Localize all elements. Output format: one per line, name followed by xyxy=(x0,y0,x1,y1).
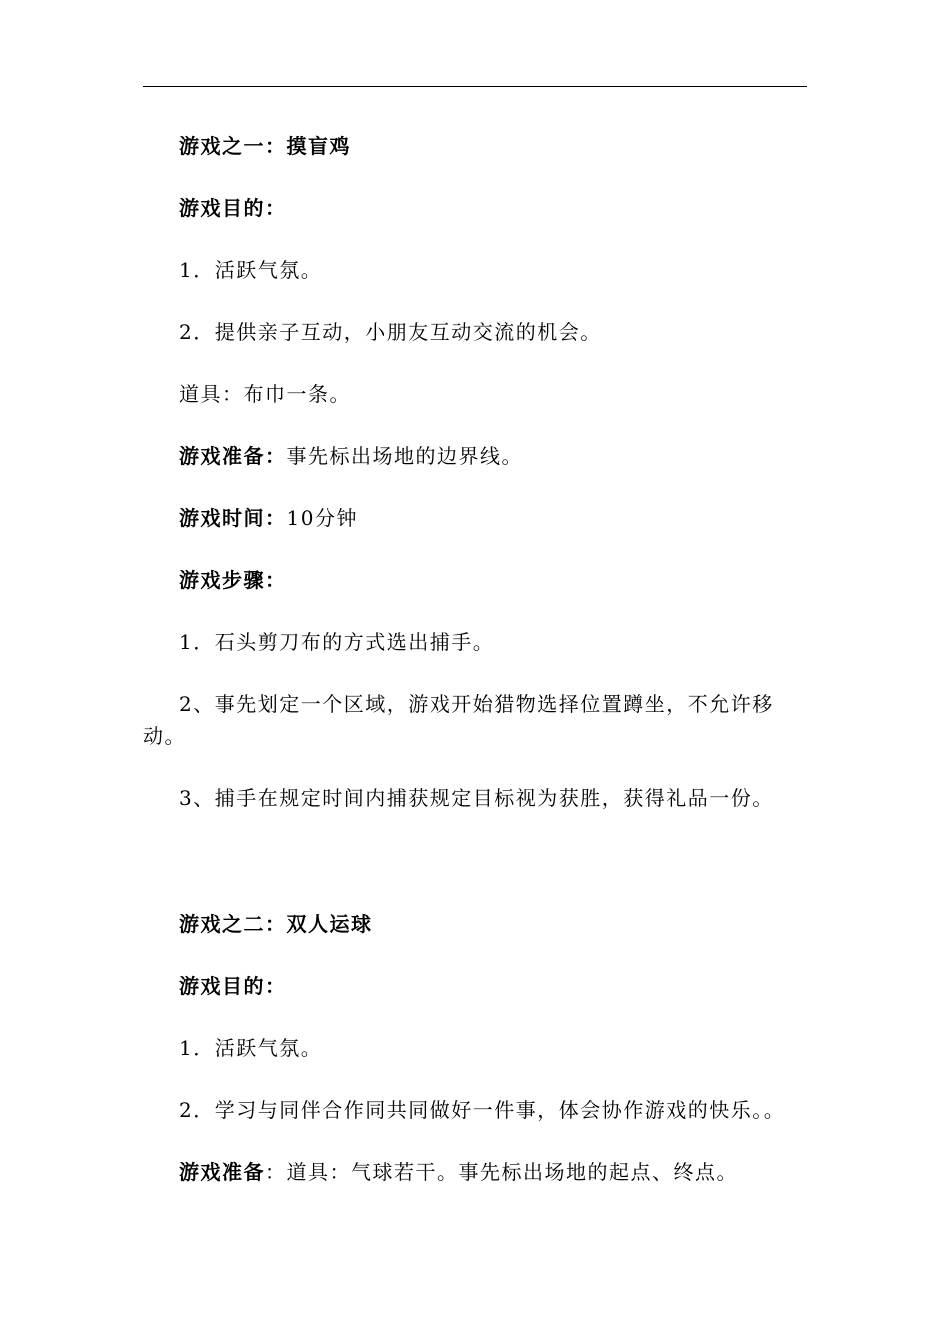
document-body xyxy=(143,130,807,1218)
game2-prep xyxy=(143,1156,807,1188)
game1-props: 道具：布巾一条。 xyxy=(179,382,351,406)
game1-step: 3、捕手在规定时间内捕获规定目标视为获胜，获得礼品一份。 xyxy=(179,786,774,810)
game1-title: 游戏之一：摸盲鸡 xyxy=(179,134,351,158)
game1-time-label: 游戏时间： xyxy=(179,506,287,530)
game1-step: 1．石头剪刀布的方式选出捕手。 xyxy=(179,630,495,654)
game1-steps-label: 游戏步骤： xyxy=(179,568,287,592)
game2-prep-text: ：道具：气球若干。事先标出场地的起点、终点。 xyxy=(265,1160,738,1184)
game1-purpose-item: 2．提供亲子互动，小朋友互动交流的机会。 xyxy=(179,320,602,344)
section-spacer xyxy=(143,844,807,908)
game2-purpose-item: 2．学习与同伴合作同共同做好一件事，体会协作游戏的快乐。。 xyxy=(179,1098,786,1122)
game1-time-text: 10分钟 xyxy=(286,506,358,530)
header-rule xyxy=(143,86,807,87)
game1-time xyxy=(143,502,807,534)
game2-title: 游戏之二：双人运球 xyxy=(179,912,373,936)
game1-purpose-label: 游戏目的： xyxy=(179,196,287,220)
game2-prep-label: 游戏准备 xyxy=(179,1160,265,1184)
game1-purpose-item: 1．活跃气氛。 xyxy=(179,258,323,282)
game1-prep-label: 游戏准备： xyxy=(179,444,287,468)
game2-purpose-item: 1．活跃气氛。 xyxy=(179,1036,323,1060)
game1-prep-text: 事先标出场地的边界线。 xyxy=(286,444,523,468)
game1-prep xyxy=(143,440,807,472)
game2-purpose-label: 游戏目的： xyxy=(179,974,287,998)
game1-step: 2、事先划定一个区域，游戏开始猎物选择位置蹲坐，不允许移动。 xyxy=(143,692,774,748)
